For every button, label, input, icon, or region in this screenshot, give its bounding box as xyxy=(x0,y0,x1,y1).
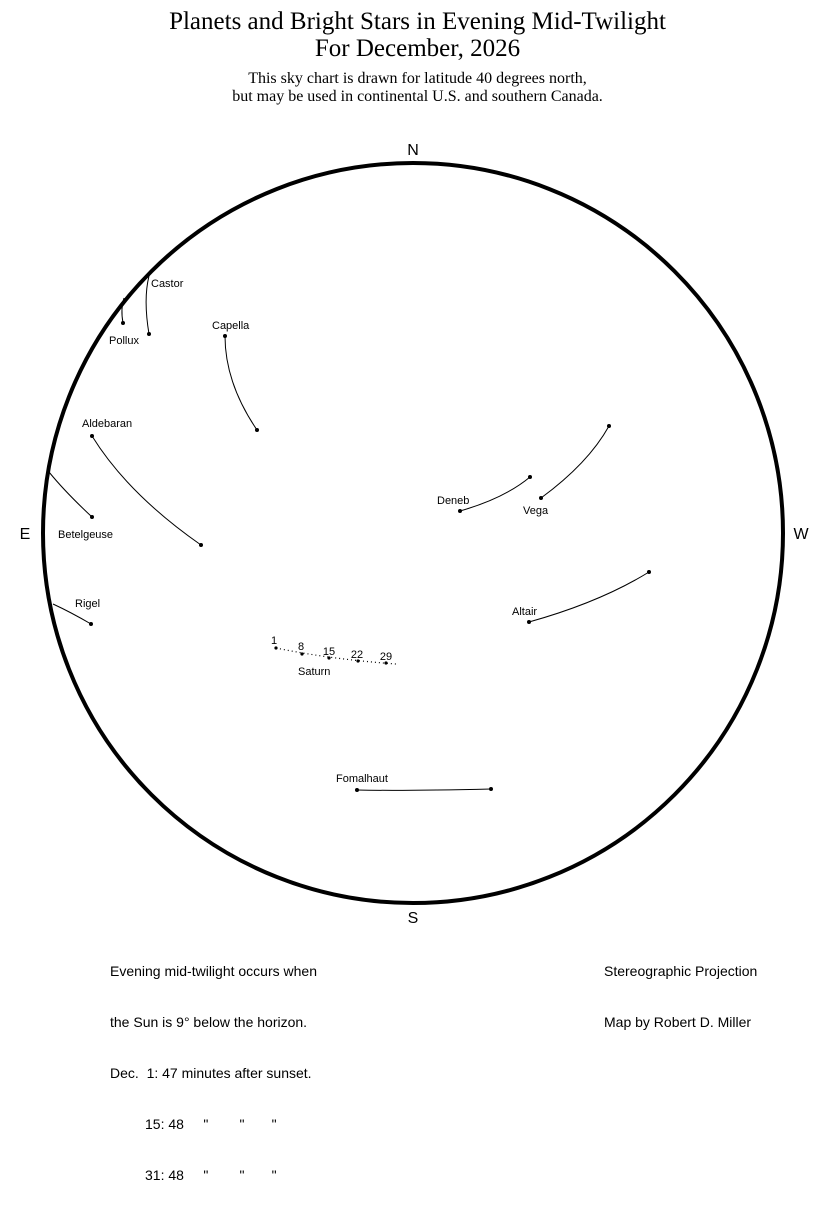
altair-dot-start xyxy=(527,620,531,624)
compass-east: E xyxy=(19,526,31,543)
castor-path xyxy=(146,276,149,334)
vega-label: Vega xyxy=(523,505,549,517)
saturn-date-22: 22 xyxy=(350,649,364,661)
fomalhaut-label: Fomalhaut xyxy=(336,773,388,785)
compass-west: W xyxy=(793,526,809,543)
vega-dot-start xyxy=(539,496,543,500)
aldebaran-label: Aldebaran xyxy=(82,418,133,430)
capella-dot-start xyxy=(223,334,227,338)
fomalhaut-dot-start xyxy=(355,788,359,792)
aldebaran-dot-start xyxy=(90,434,94,438)
star-betelgeuse xyxy=(49,472,113,541)
vega-path xyxy=(541,426,609,498)
subtitle-line-1: This sky chart is drawn for latitude 40 degrees north, xyxy=(248,70,587,87)
aldebaran-dot-end xyxy=(199,543,203,547)
fomalhaut-path xyxy=(357,789,491,790)
betelgeuse-label: Betelgeuse xyxy=(58,529,114,541)
altair-label: Altair xyxy=(512,606,538,618)
twilight-note-line-2: the Sun is 9° below the horizon. xyxy=(110,1014,308,1030)
projection-credit xyxy=(604,929,757,1065)
castor-dot xyxy=(147,332,151,336)
twilight-note-line-1: Evening mid-twilight occurs when xyxy=(110,963,317,979)
star-deneb xyxy=(437,475,532,513)
deneb-path xyxy=(460,477,530,511)
star-pollux xyxy=(109,298,139,347)
saturn-label: Saturn xyxy=(298,666,331,678)
star-capella xyxy=(212,320,259,432)
horizon-circle xyxy=(43,163,783,903)
deneb-dot-start xyxy=(458,509,462,513)
title-line-1: Planets and Bright Stars in Evening Mid-Twilight xyxy=(169,8,666,35)
compass-north: N xyxy=(407,142,419,159)
twilight-note-line-3: Dec. 1: 47 minutes after sunset. xyxy=(110,1065,312,1081)
fomalhaut-dot-end xyxy=(489,787,493,791)
compass-south: S xyxy=(407,910,419,927)
saturn-date-1: 1 xyxy=(270,635,278,647)
saturn-date-8: 8 xyxy=(297,641,305,653)
betelgeuse-dot xyxy=(90,515,94,519)
star-castor xyxy=(146,276,184,336)
star-vega xyxy=(523,424,611,517)
rigel-dot xyxy=(89,622,93,626)
planet-saturn xyxy=(271,635,396,678)
capella-path xyxy=(225,336,257,430)
castor-label: Castor xyxy=(151,278,184,290)
saturn-path xyxy=(276,648,396,664)
deneb-label: Deneb xyxy=(437,495,470,507)
capella-dot-end xyxy=(255,428,259,432)
pollux-label: Pollux xyxy=(109,335,139,347)
capella-label: Capella xyxy=(212,320,250,332)
star-rigel xyxy=(53,598,100,626)
projection-line: Stereographic Projection xyxy=(604,963,758,979)
twilight-note-line-4: 15: 48 " " " xyxy=(110,1116,277,1132)
betelgeuse-path xyxy=(49,472,92,517)
vega-dot-end xyxy=(607,424,611,428)
subtitle-line-2: but may be used in continental U.S. and southern Canada. xyxy=(232,88,603,105)
star-fomalhaut xyxy=(336,773,493,792)
saturn-date-15: 15 xyxy=(322,646,336,658)
twilight-note xyxy=(110,929,317,1218)
title-line-2: For December, 2026 xyxy=(314,35,521,62)
twilight-note-line-5: 31: 48 " " " xyxy=(110,1167,277,1183)
saturn-date-29: 29 xyxy=(379,651,393,663)
pollux-dot xyxy=(121,321,125,325)
deneb-dot-end xyxy=(528,475,532,479)
altair-dot-end xyxy=(647,570,651,574)
altair-path xyxy=(529,572,649,622)
star-altair xyxy=(512,570,651,624)
rigel-label: Rigel xyxy=(75,598,101,610)
star-aldebaran xyxy=(82,418,203,547)
author-line: Map by Robert D. Miller xyxy=(604,1014,752,1030)
